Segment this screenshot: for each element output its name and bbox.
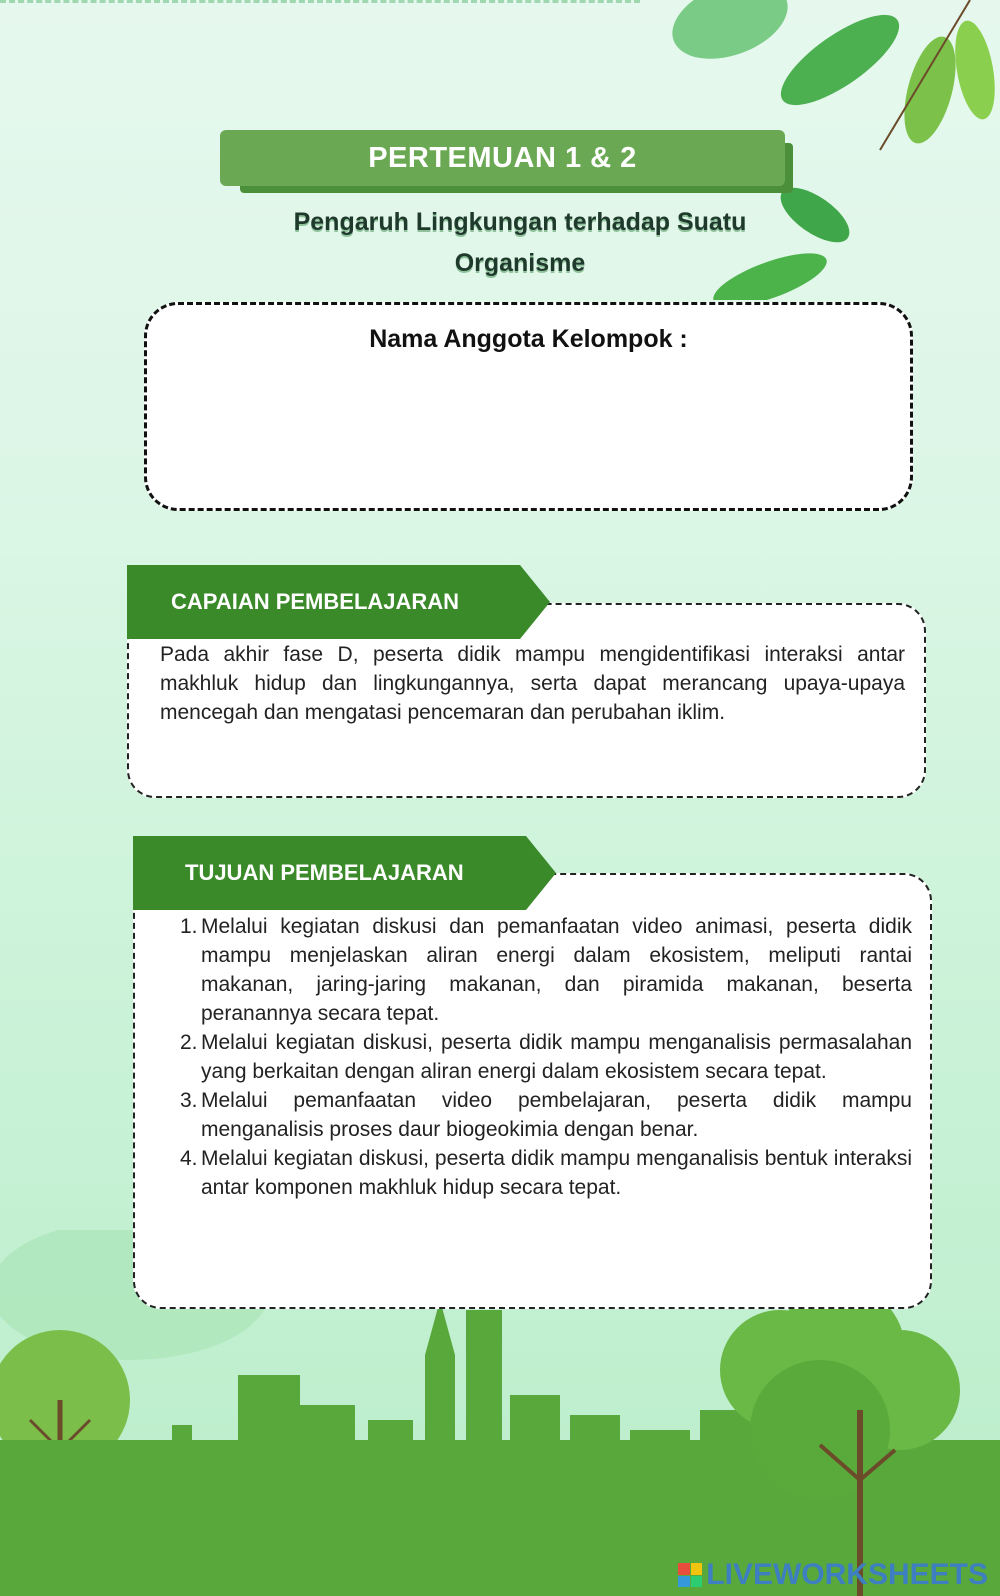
- topic-title-line2: Organisme: [454, 249, 586, 277]
- tujuan-heading: TUJUAN PEMBELAJARAN: [185, 860, 464, 885]
- liveworksheets-brand: LIVEWORKSHEETS: [706, 1558, 988, 1591]
- capaian-tab: [127, 565, 550, 639]
- list-item: 2. Melalui kegiatan diskusi, peserta didik mampu menganalisis permasalahan yang berkaitan dengan aliran energi dalam ekosistem secara tepat.: [180, 1031, 912, 1083]
- list-item: 4. Melalui kegiatan diskusi, peserta didik mampu menganalisis bentuk interaksi antar komponen makhluk hidup secara tepat.: [180, 1147, 912, 1199]
- tujuan-list: [180, 912, 912, 1202]
- capaian-heading: CAPAIAN PEMBELAJARAN: [171, 589, 460, 614]
- group-members-title: Nama Anggota Kelompok :: [369, 325, 688, 353]
- liveworksheets-logo[interactable]: [678, 1558, 988, 1592]
- top-dashed-border: [0, 0, 640, 5]
- liveworksheets-icon: [678, 1563, 702, 1587]
- topic-title: [200, 202, 840, 284]
- list-item: 3. Melalui pemanfaatan video pembelajaran, peserta didik mampu menganalisis proses daur biogeokimia dengan benar.: [180, 1089, 912, 1141]
- meeting-title-banner: PERTEMUAN 1 & 2: [220, 130, 785, 186]
- topic-title-line1: Pengaruh Lingkungan terhadap Suatu: [293, 208, 747, 236]
- capaian-text: Pada akhir fase D, peserta didik mampu mengidentifikasi interaksi antar makhluk hidup dan lingkungannya, serta dapat merancang upaya-upaya mencegah dan mengatasi pencemaran dan perubahan iklim.: [160, 643, 905, 724]
- tujuan-tab: [133, 836, 556, 910]
- group-members-box[interactable]: [144, 302, 913, 511]
- list-item: 1. Melalui kegiatan diskusi dan pemanfaatan video animasi, peserta didik mampu menjelaskan aliran energi dalam ekosistem, meliputi rantai makanan, jaring-jaring makanan, dan piramida makanan, beserta peranannya secara tepat.: [180, 915, 912, 1025]
